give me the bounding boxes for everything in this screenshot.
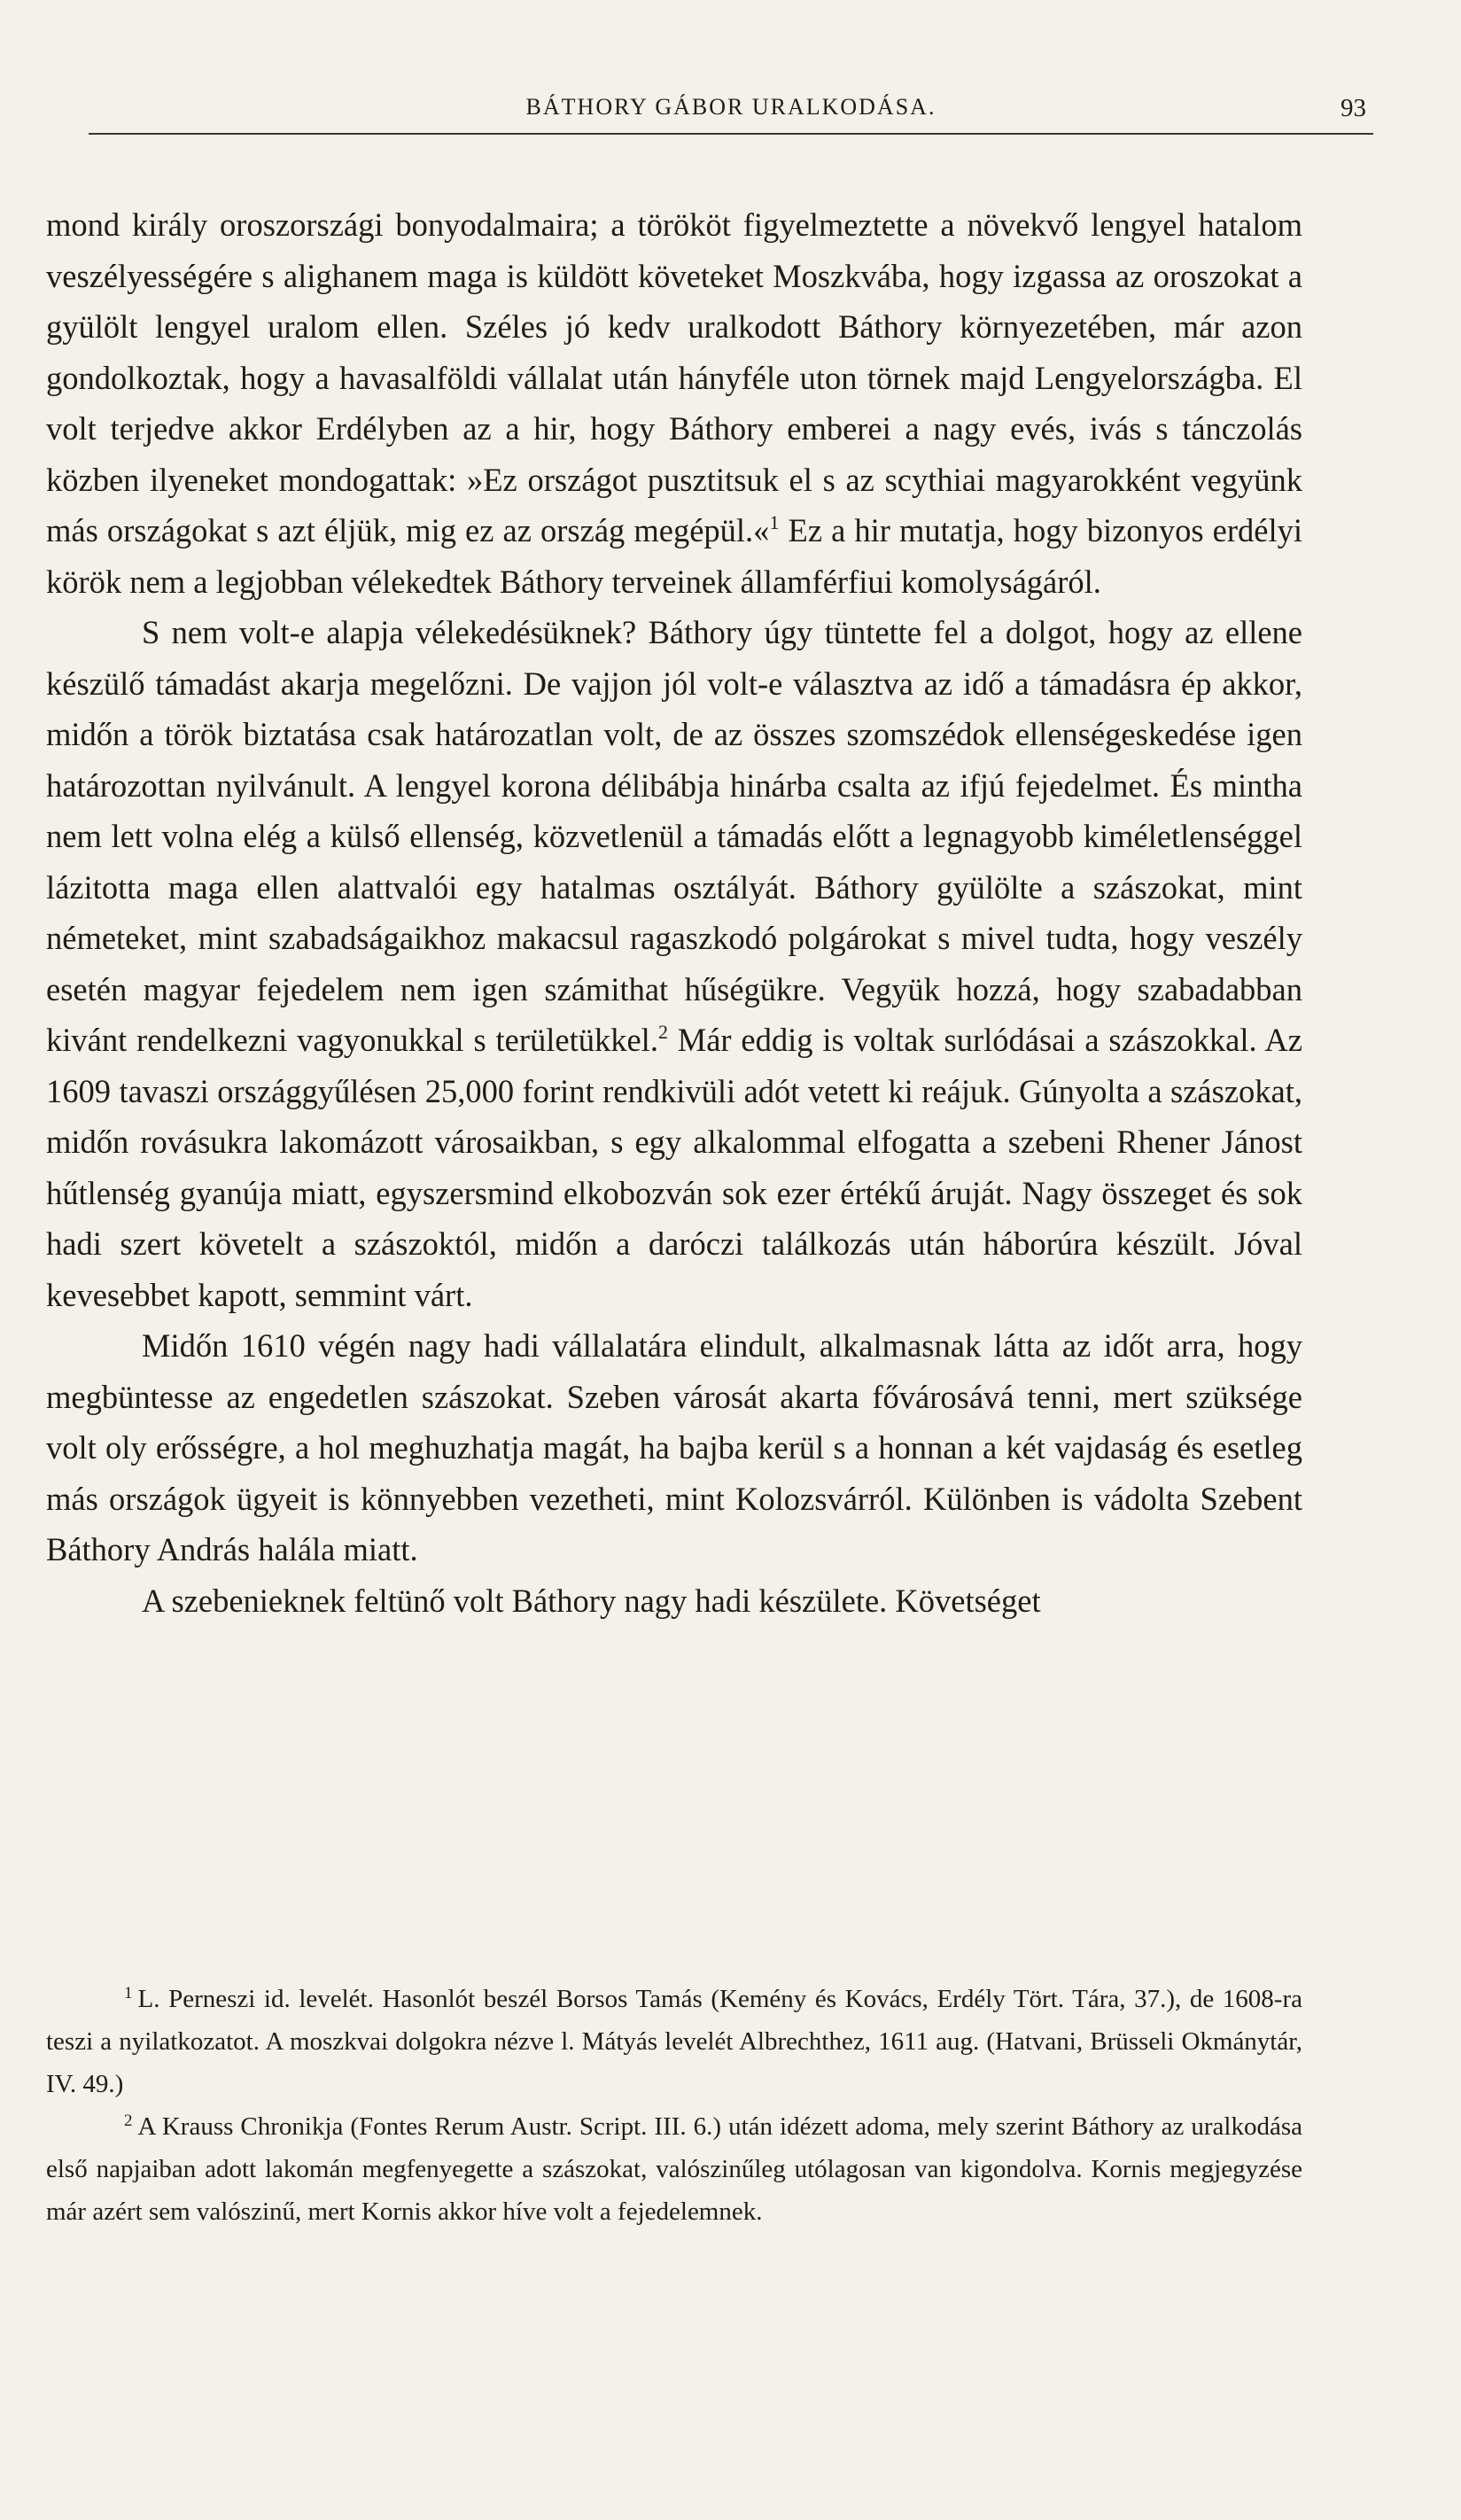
paragraph-4-text: A szebenieknek feltünő volt Báthory nagy hadi készülete. Követséget	[142, 1582, 1041, 1619]
running-head	[89, 89, 1373, 135]
footnote-text-2: A Krauss Chronikja (Fontes Rerum Austr. Script. III. 6.) után idézett adoma, mely szerint Báthory az uralkodása első napjaiban adott lakomán megfenyegette a szászokat, valószinűleg utólagosan van kigondolva. Kornis megjegyzése már azért sem valószinű, mert Kornis akkor híve volt a fejedelemnek.	[46, 2112, 1302, 2226]
paragraph-1-text: mond király oroszországi bonyodalmaira; a törököt figyelmeztette a növekvő lengyel hatalom veszélyességére s alighanem maga is küldött követeket Moszkvába, hogy izgassa az oroszokat a gyülölt lengyel uralom ellen. Széles jó kedv uralkodott Báthory környezetében, már azon gondolkoztak, hogy a havasalföldi vállalat után hányféle uton törnek majd Lengyelországba. El volt terjedve akkor Erdélyben az a hir, hogy Báthory emberei a nagy evés, ivás s tánczolás közben ilyeneket mondogattak: »Ez országot pusztitsuk el s az scythiai magyarokként vegyünk más országokat s azt éljük, mig ez az ország megépül.«	[46, 206, 1302, 548]
footnote-mark-1: 1	[124, 1984, 133, 2003]
running-title: BÁTHORY GÁBOR URALKODÁSA.	[525, 94, 936, 120]
body-text	[46, 199, 1302, 1626]
paragraph-2-text-cont: Már eddig is voltak surlódásai a szászokkal. Az 1609 tavaszi országgyűlésen 25,000 forint rendkivüli adót vetett ki reájuk. Gúnyolta a szászokat, midőn rovásukra lakomázott városaikban, s egy alkalommal elfogatta a szebeni Rhener Jánost hűtlenség gyanúja miatt, egyszersmind elkobozván sok ezer értékű áruját. Nagy összeget és sok hadi szert követelt a szászoktól, midőn a daróczi találkozás után háborúra készült. Jóval kevesebbet kapott, semmint várt.	[46, 1022, 1302, 1313]
footnote-2	[46, 2105, 1302, 2233]
paragraph-2	[46, 607, 1302, 1320]
footnote-ref-2: 2	[657, 1021, 668, 1043]
page-number: 93	[1341, 94, 1366, 122]
paragraph-4	[46, 1575, 1302, 1627]
footnote-text-1: L. Perneszi id. levelét. Hasonlót beszél Borsos Tamás (Kemény és Kovács, Erdély Tört. Tára, 37.), de 1608-ra teszi a nyilatkozatot. A moszkvai dolgokra nézve l. Mátyás levelét Albrechthez, 1611 aug. (Hatvani, Brüsseli Okmánytár, IV. 49.)	[46, 1985, 1302, 2098]
footnote-ref-1: 1	[769, 511, 780, 533]
paragraph-1	[46, 199, 1302, 607]
paragraph-1-text-cont: Ez a hir mutatja, hogy bizonyos erdélyi körök nem a legjobban vélekedtek Báthory terveinek államférfiui komolyságáról.	[46, 512, 1303, 600]
footnotes	[46, 1978, 1302, 2233]
paragraph-3-text: Midőn 1610 végén nagy hadi vállalatára elindult, alkalmasnak látta az időt arra, hogy megbüntesse az engedetlen szászokat. Szeben városát akarta fővárosává tenni, mert szüksége volt oly erősségre, a hol meghuzhatja magát, ha bajba kerül s a honnan a két vajdaság és esetleg más országok ügyeit is könnyebben vezetheti, mint Kolozsvárról. Különben is vádolta Szebent Báthory András halála miatt.	[46, 1327, 1302, 1567]
footnote-1	[46, 1978, 1302, 2105]
paragraph-3	[46, 1320, 1302, 1575]
footnote-mark-2: 2	[124, 2112, 133, 2130]
paragraph-2-text: S nem volt-e alapja vélekedésüknek? Báthory úgy tüntette fel a dolgot, hogy az ellene készülő támadást akarja megelőzni. De vajjon jól volt-e választva az idő a támadásra ép akkor, midőn a török biztatása csak határozatlan volt, de az összes szomszédok ellenségeskedése igen határozottan nyilvánult. A lengyel korona délibábja hinárba csalta az ifjú fejedelmet. És mintha nem lett volna elég a külső ellenség, közvetlenül a támadás előtt a legnagyobb kiméletlenséggel lázitotta maga ellen alattvalói egy hatalmas osztályát. Báthory gyülölte a szászokat, mint németeket, mint szabadságaikhoz makacsul ragaszkodó polgárokat s mivel tudta, hogy veszély esetén magyar fejedelem nem igen számithat hűségükre. Vegyük hozzá, hogy szabadabban kivánt rendelkezni vagyonukkal s területükkel.	[46, 614, 1302, 1058]
